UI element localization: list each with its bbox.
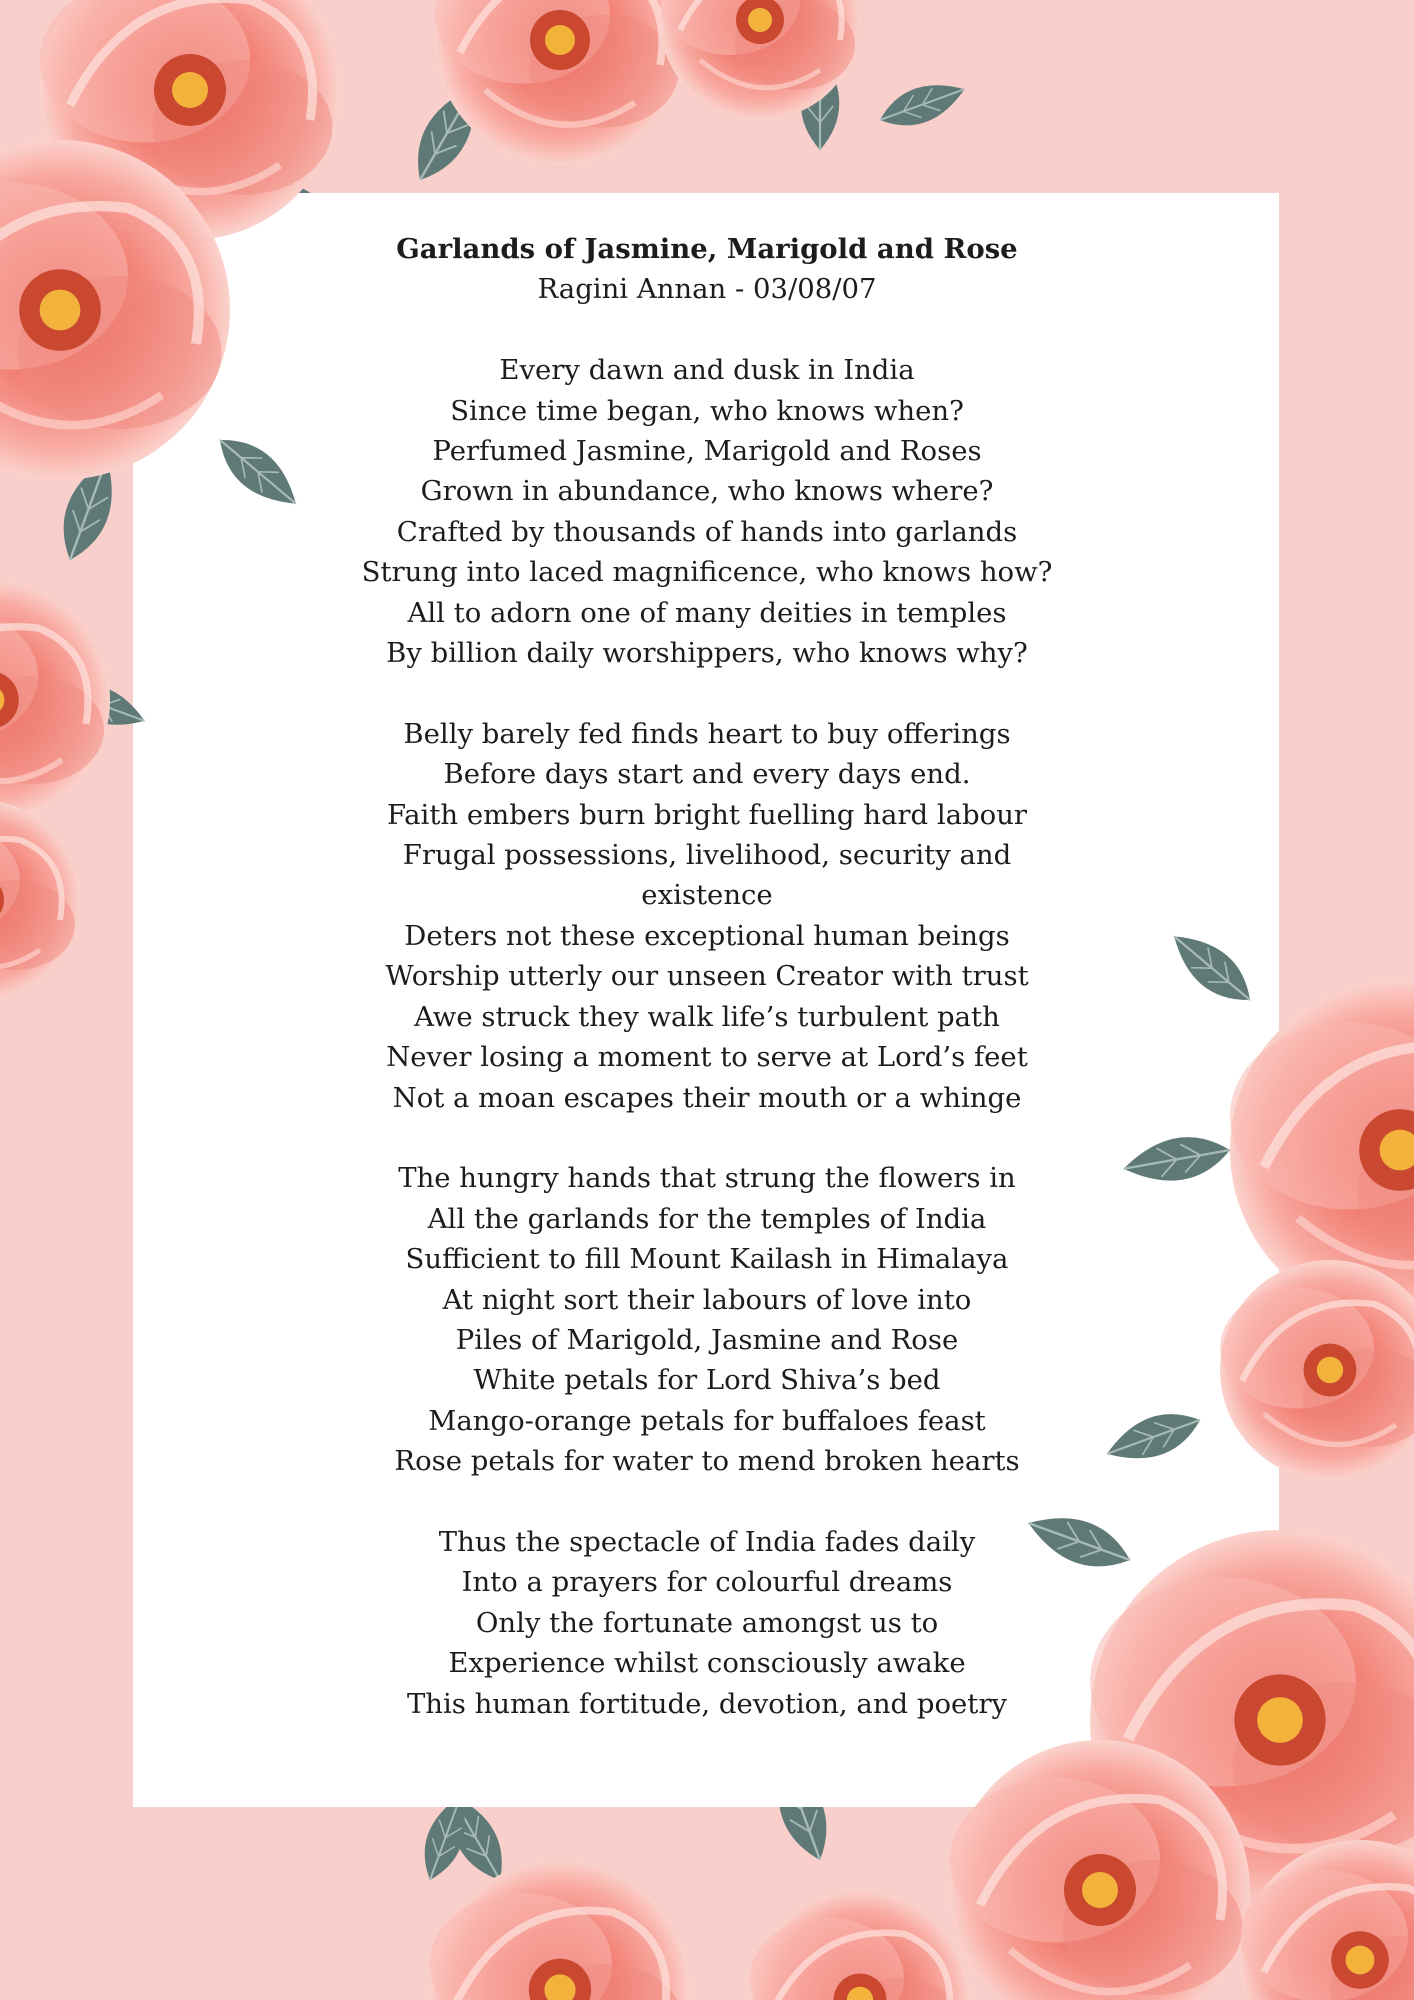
poem-line: Mango-orange petals for buffaloes feast — [428, 1404, 986, 1437]
poem — [290, 229, 1124, 1724]
poem-line: Never losing a moment to serve at Lord’s feet — [386, 1041, 1028, 1074]
stanza-3 — [290, 1158, 1124, 1481]
poem-line: Worship utterly our unseen Creator with trust — [385, 960, 1029, 993]
poem-line: Every dawn and dusk in India — [499, 354, 915, 387]
poem-line: Awe struck they walk life’s turbulent path — [414, 1000, 1000, 1033]
poem-line: Experience whilst consciously awake — [448, 1647, 966, 1680]
poem-line: Rose petals for water to mend broken hearts — [394, 1445, 1020, 1478]
poem-line: Not a moan escapes their mouth or a whinge — [392, 1081, 1022, 1114]
poem-line: At night sort their labours of love into — [442, 1283, 972, 1316]
poem-line: Grown in abundance, who knows where? — [420, 475, 994, 508]
poem-line: Piles of Marigold, Jasmine and Rose — [455, 1323, 959, 1356]
stanza-4 — [290, 1522, 1124, 1724]
poem-line: By billion daily worshippers, who knows why? — [386, 637, 1028, 670]
poem-line: Perfumed Jasmine, Marigold and Roses — [432, 435, 982, 468]
poem-line: All to adorn one of many deities in temples — [407, 596, 1007, 629]
poem-line: White petals for Lord Shiva’s bed — [473, 1364, 941, 1397]
poem-line: Frugal possessions, livelihood, security and — [402, 839, 1012, 872]
stanza-1 — [290, 350, 1124, 673]
poem-line: Before days start and every days end. — [443, 758, 971, 791]
stanza-2 — [290, 714, 1124, 1118]
poem-line: Thus the spectacle of India fades daily — [438, 1525, 976, 1558]
poem-title: Garlands of Jasmine, Marigold and Rose — [396, 233, 1018, 265]
poem-line: Belly barely fed finds heart to buy offerings — [403, 717, 1011, 750]
poem-line: Strung into laced magnificence, who knows how? — [361, 556, 1053, 589]
poem-line: Crafted by thousands of hands into garlands — [396, 515, 1018, 548]
poem-line: Faith embers burn bright fuelling hard labour — [386, 798, 1028, 831]
poem-line: All the garlands for the temples of India — [427, 1202, 987, 1235]
poem-line: Sufficient to fill Mount Kailash in Himalaya — [405, 1243, 1009, 1276]
poem-line: This human fortitude, devotion, and poetry — [406, 1687, 1008, 1720]
poem-line: existence — [641, 879, 773, 912]
poem-line: The hungry hands that strung the flowers in — [398, 1162, 1016, 1195]
poem-line: Into a prayers for colourful dreams — [461, 1566, 953, 1599]
poem-line: Since time began, who knows when? — [450, 394, 964, 427]
poem-line: Deters not these exceptional human beings — [404, 919, 1010, 952]
poem-line: Only the fortunate amongst us to — [475, 1606, 939, 1639]
poem-byline: Ragini Annan - 03/08/07 — [537, 273, 877, 306]
